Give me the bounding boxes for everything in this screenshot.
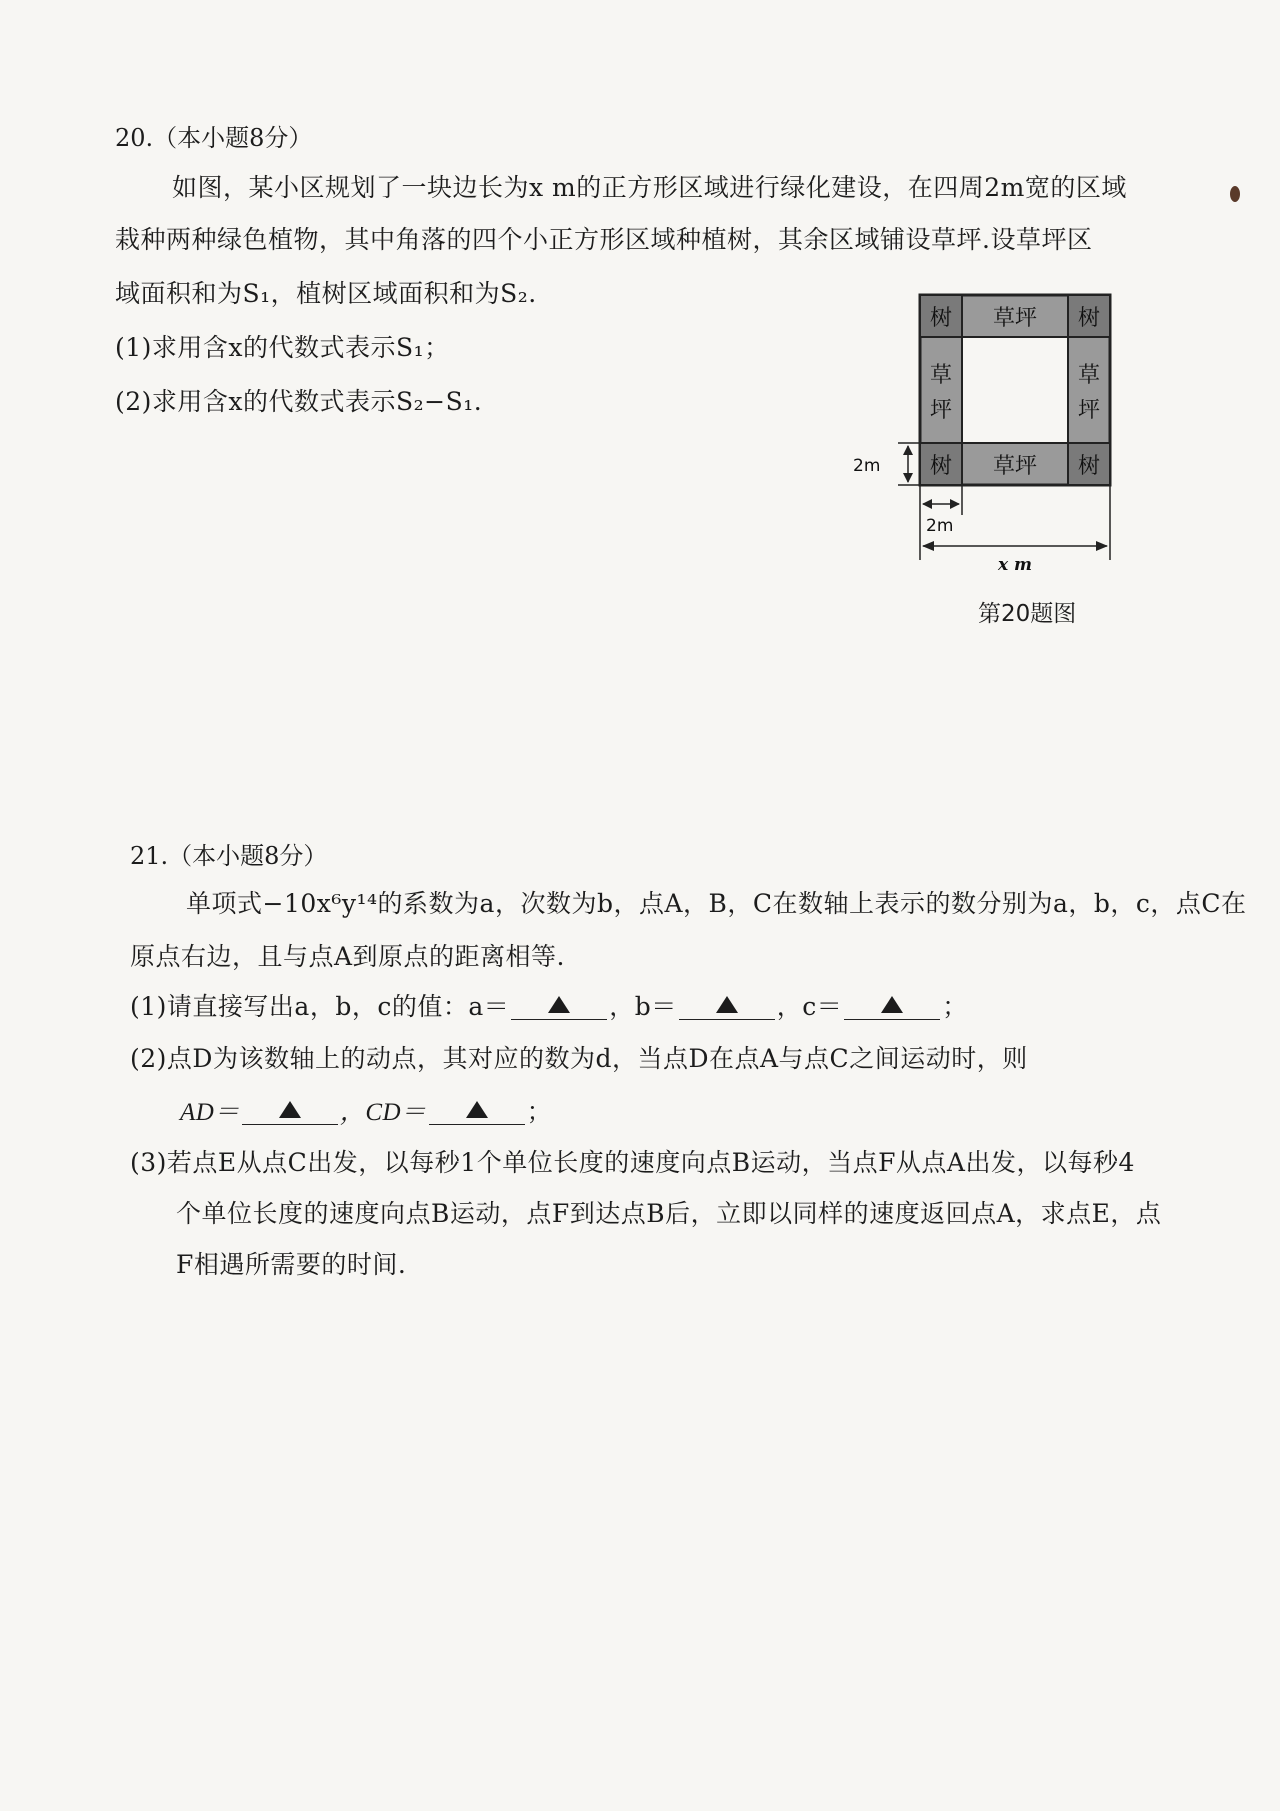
q21-part3-line1: (3)若点E从点C出发，以每秒1个单位长度的速度向点B运动，当点F从点A出发，以每秒4: [130, 1148, 1135, 1177]
q21-part2-line1: (2)点D为该数轴上的动点，其对应的数为d，当点D在点A与点C之间运动时，则: [130, 1044, 1028, 1073]
q21-heading: 21.（本小题8分）: [130, 842, 328, 870]
ink-speck: [1230, 186, 1240, 202]
label-tree-tr: 树: [1077, 306, 1101, 331]
q21-part2-ad-label: AD＝: [180, 1099, 240, 1126]
triangle-icon: [466, 1101, 488, 1118]
label-lawn-left-2: 坪: [929, 398, 953, 423]
inner-square: [962, 337, 1068, 443]
q21-text-line2: 原点右边，且与点A到原点的距离相等.: [130, 942, 566, 971]
dim-left-arrow-down: [903, 473, 913, 483]
label-lawn-left-1: 草: [929, 363, 953, 388]
q21-part3-line2: 个单位长度的速度向点B运动，点F到达点B后，立即以同样的速度返回点A，求点E，点: [176, 1199, 1162, 1228]
label-tree-br: 树: [1077, 454, 1101, 479]
label-lawn-right-1: 草: [1077, 363, 1101, 388]
dim-bottom-total-label: x m: [997, 555, 1033, 575]
q21-part3-line3: F相遇所需要的时间.: [176, 1250, 407, 1279]
q21-part1-b-label: ，b＝: [609, 992, 677, 1021]
dim-bottom-total-arrow-left: [922, 541, 934, 551]
answer-blank-b[interactable]: [679, 990, 775, 1020]
label-tree-tl: 树: [929, 306, 953, 331]
q20-heading: 20.（本小题8分）: [115, 124, 313, 152]
q21-part1-prefix: (1)请直接写出a，b，c的值：a＝: [130, 992, 510, 1021]
q20-figure: [850, 290, 1130, 634]
q20-text-line3: 域面积和为S₁，植树区域面积和为S₂.: [115, 279, 537, 308]
q21-part1-c-label: ，c＝: [776, 992, 843, 1021]
q21-part1: [130, 987, 968, 1023]
dim-bottom-total-arrow-right: [1096, 541, 1108, 551]
answer-blank-c[interactable]: [844, 990, 940, 1020]
answer-blank-cd[interactable]: [429, 1095, 525, 1125]
garden-diagram: [850, 290, 1130, 630]
q21-part2-line2: [180, 1092, 552, 1128]
dim-bottom-small-arrow-left: [922, 499, 932, 509]
label-lawn-bottom: 草坪: [992, 454, 1038, 479]
q21-part2-cd-label: ，CD＝: [339, 1099, 427, 1126]
triangle-icon: [716, 996, 738, 1013]
q20-part2: (2)求用含x的代数式表示S₂−S₁.: [115, 387, 483, 416]
dim-left-arrow-up: [903, 445, 913, 455]
dim-bottom-small-arrow-right: [950, 499, 960, 509]
q21-part2-end: ；: [526, 1097, 553, 1126]
triangle-icon: [548, 996, 570, 1013]
q21-part1-end: ；: [942, 992, 968, 1021]
q20-text-line1: 如图，某小区规划了一块边长为x m的正方形区域进行绿化建设，在四周2m宽的区域: [172, 173, 1127, 202]
q20-text-line2: 栽种两种绿色植物，其中角落的四个小正方形区域种植树，其余区域铺设草坪.设草坪区: [115, 225, 1093, 254]
dim-left-label: 2m: [853, 456, 881, 476]
label-lawn-top: 草坪: [992, 306, 1038, 331]
answer-blank-ad[interactable]: [242, 1095, 338, 1125]
label-tree-bl: 树: [929, 454, 953, 479]
q20-part1: (1)求用含x的代数式表示S₁；: [115, 333, 450, 362]
q20-figure-caption: 第20题图: [978, 601, 1077, 627]
q21-text-line1: 单项式−10x⁶y¹⁴的系数为a，次数为b，点A，B，C在数轴上表示的数分别为a，b，c，点C在: [186, 889, 1247, 918]
triangle-icon: [279, 1101, 301, 1118]
triangle-icon: [881, 996, 903, 1013]
dim-bottom-small-label: 2m: [926, 516, 954, 536]
label-lawn-right-2: 坪: [1077, 398, 1101, 423]
answer-blank-a[interactable]: [511, 990, 607, 1020]
